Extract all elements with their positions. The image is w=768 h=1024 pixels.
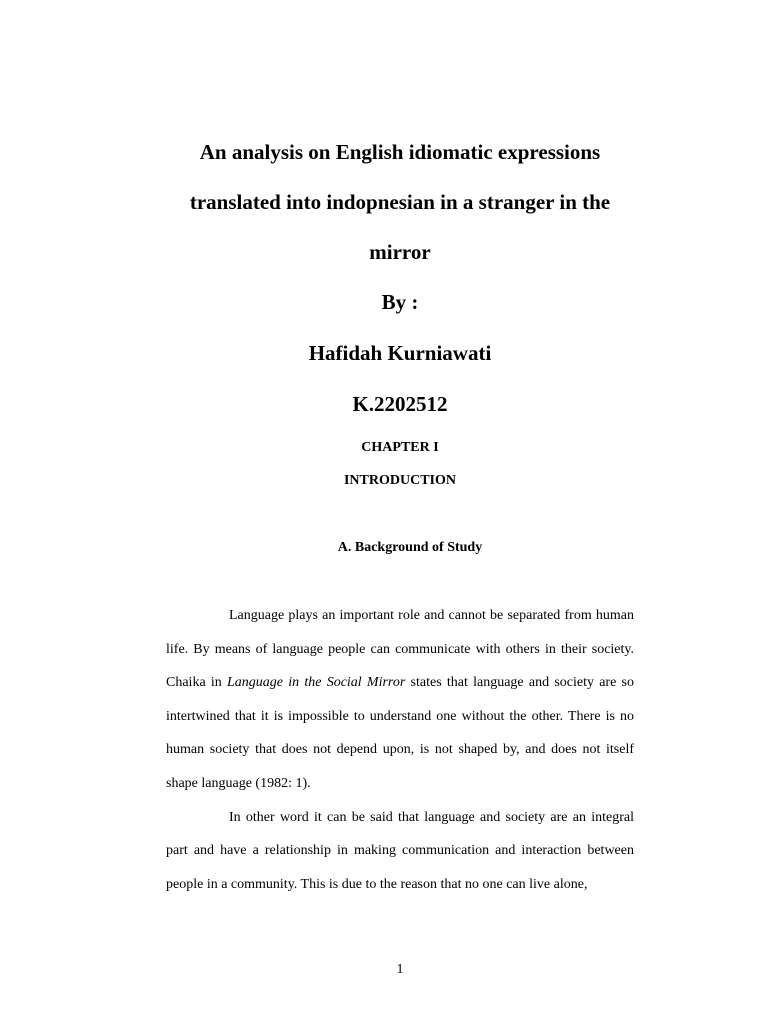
title-line-1: An analysis on English idiomatic expressions <box>199 140 601 164</box>
paragraph-2: In other word it can be said that language and society are an integral part and have a relationship in making communication and interaction between people in a community. This is due to the reason that no one can live alone, <box>166 809 634 892</box>
paragraph-1-text-a: Language plays an important role and cannot be separated from human life. By means of language people can communicate with others in their society. Chaika in <box>166 608 634 691</box>
body-text <box>166 599 634 901</box>
by-label: By : <box>381 290 419 314</box>
title-line-2: translated into indopnesian in a stranger in the <box>189 190 611 214</box>
author-name: Hafidah Kurniawati <box>308 341 492 365</box>
title-line-3: mirror <box>369 240 431 264</box>
section-heading: A. Background of Study <box>337 540 483 555</box>
book-title: Language in the Social Mirror <box>227 675 406 691</box>
chapter-title: INTRODUCTION <box>343 473 456 488</box>
paragraph-1-text-b: states that language and society are so intertwined that it is impossible to understand one without the other. There is no human society that does not depend upon, is not shaped by, and does not itself shape language (1982: 1). <box>166 675 634 791</box>
paragraph-1 <box>166 599 634 801</box>
student-id: K.2202512 <box>352 392 448 416</box>
page-number: 1 <box>396 962 404 977</box>
chapter-label: CHAPTER I <box>361 440 439 455</box>
